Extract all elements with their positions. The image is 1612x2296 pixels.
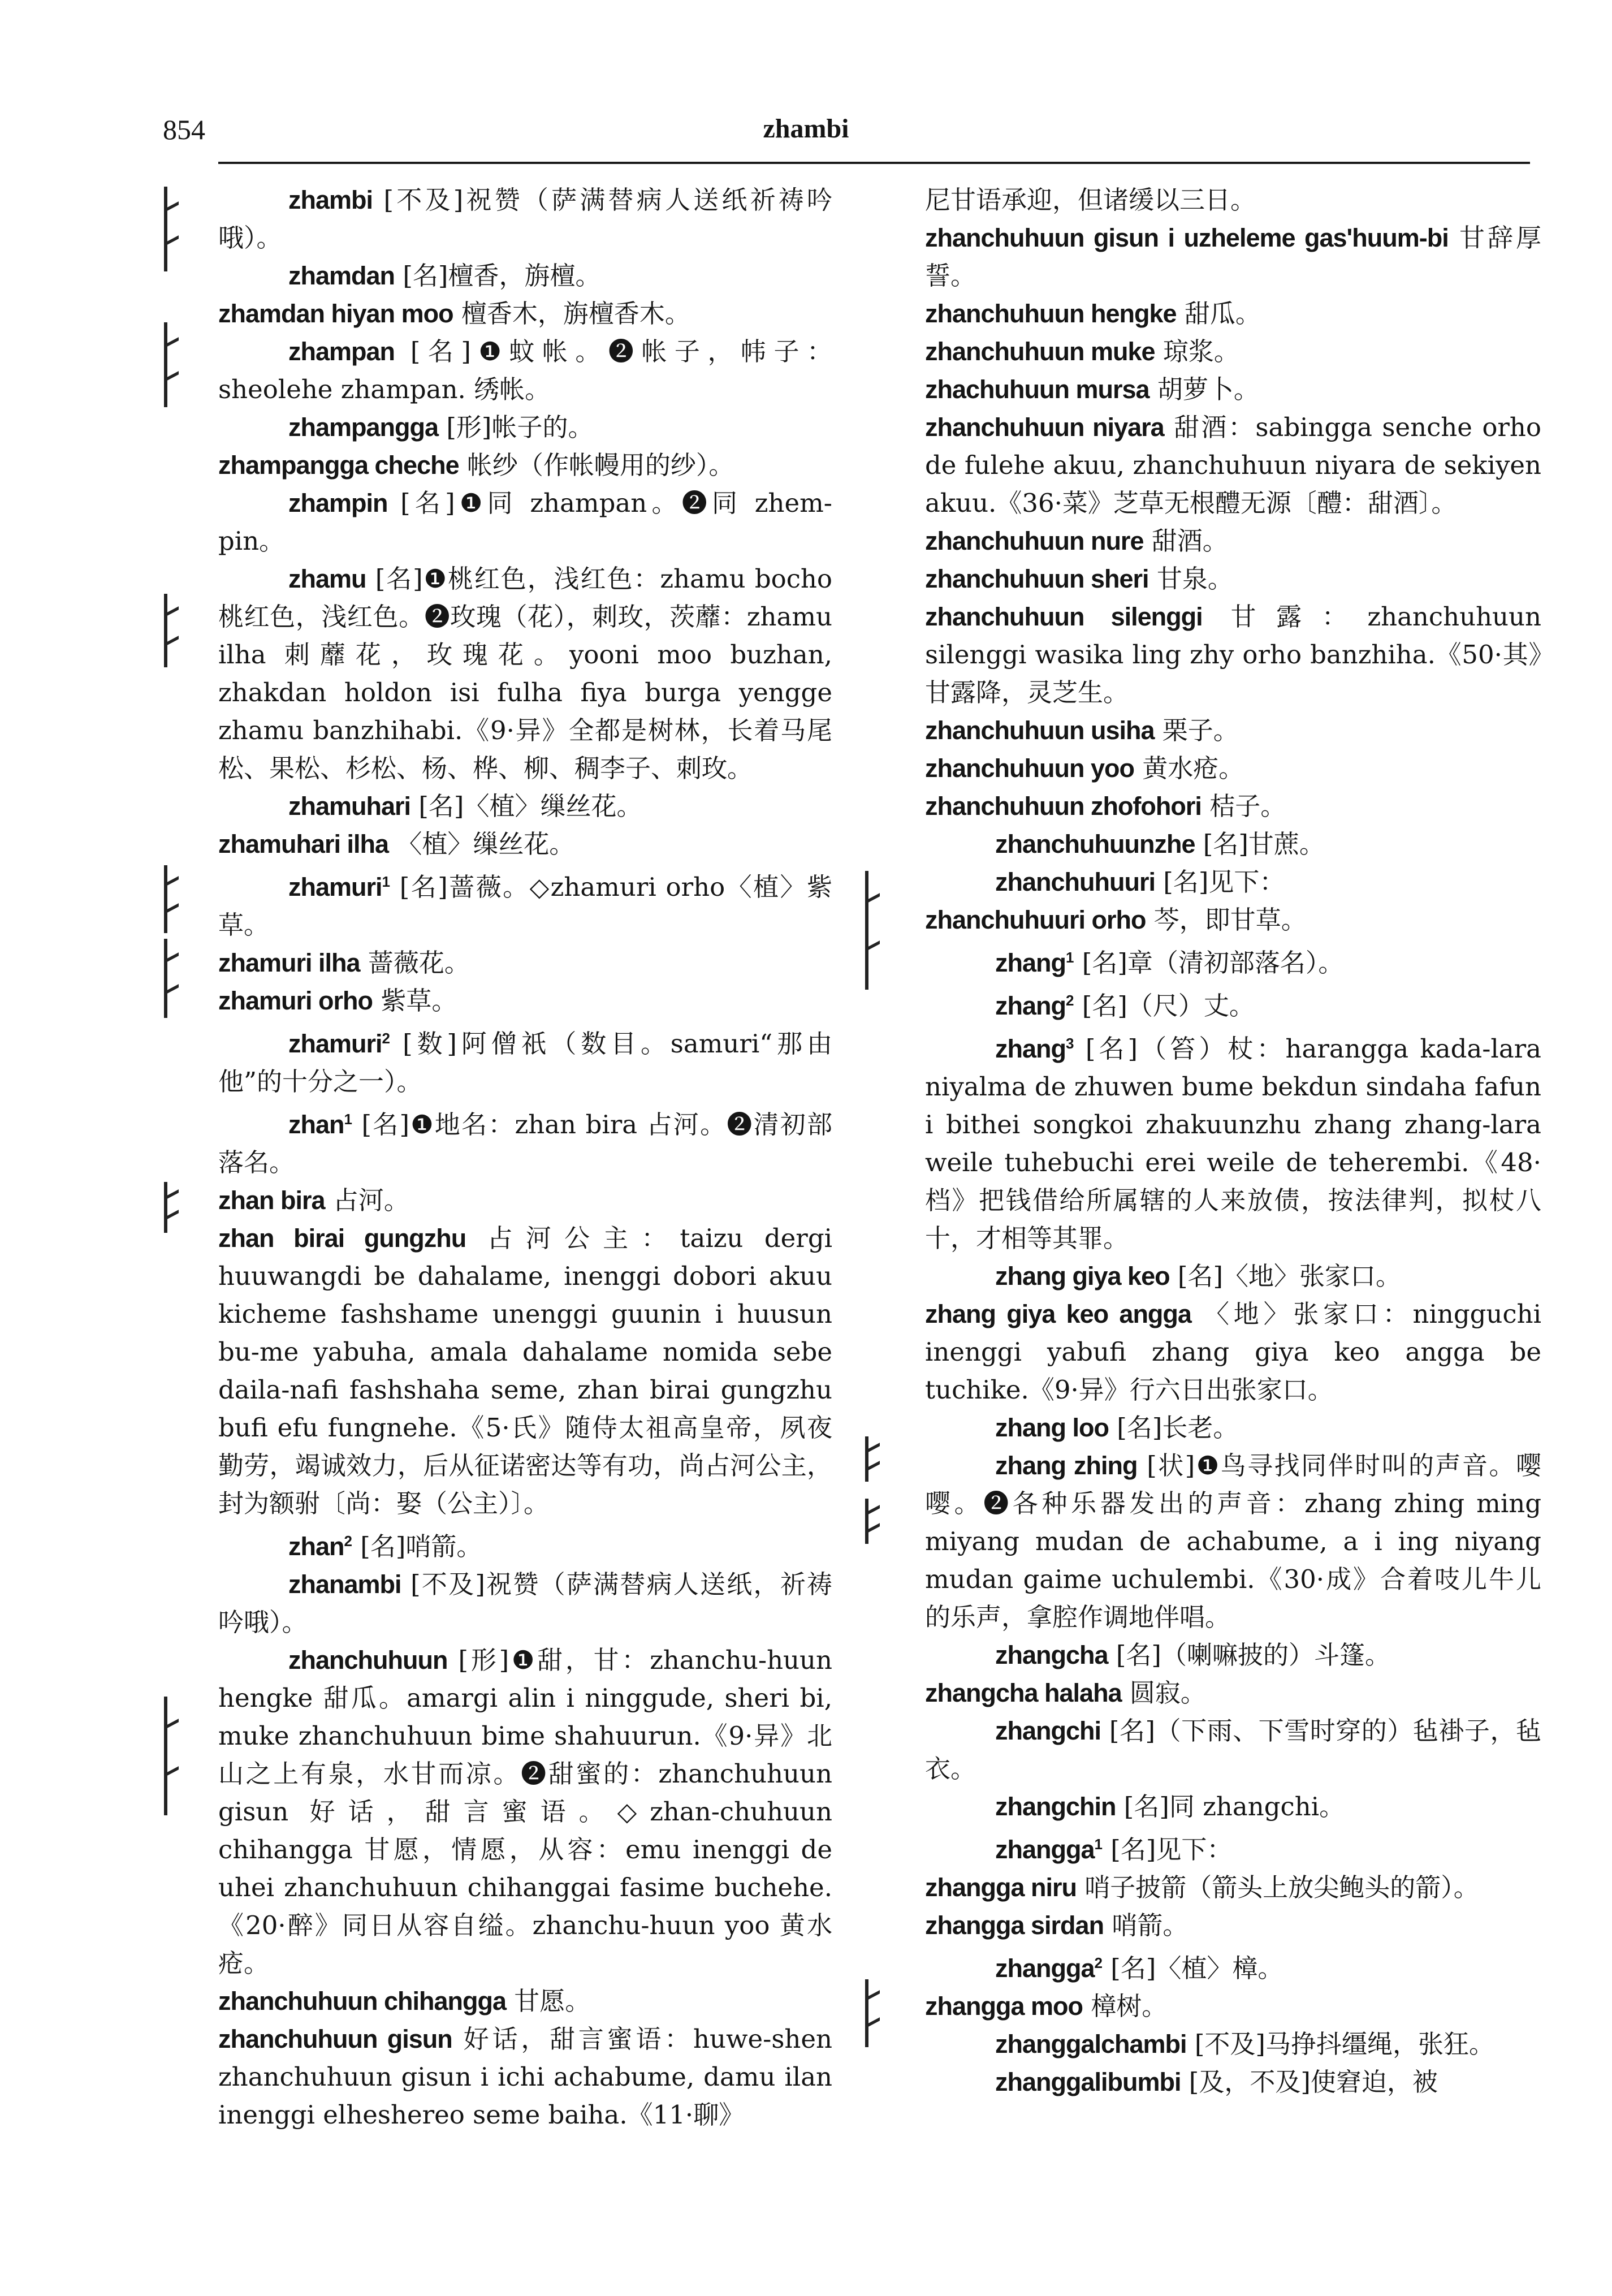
dictionary-entry xyxy=(925,408,1541,522)
entry-definition: [形]❶甜，甘：zhanchu-huun hengke 甜瓜。amargi alin i ninggude, sheri bi, muke zhanchuhuun bime shahuurun.《9·异》北山之上有泉，水甘而凉。❷甜蜜的：zhanchuhuun gisun 好话，甜言蜜语。◇zhan-chuhuun chihangga 甘愿，情愿，从容：emu inenggi de uhei zhanchuhuun chihanggai fasime buchehe.《20·醉》同日从容自缢。zhanchu-huun yoo 黄水疮。 xyxy=(218,1645,832,1978)
entry-headword: zhang xyxy=(995,948,1066,977)
entry-headword: zhanchuhuun chihangga xyxy=(218,1987,506,2016)
entry-definition: [名]同 zhangchi。 xyxy=(1116,1792,1345,1822)
manchu-script-icon xyxy=(164,1182,187,1233)
entry-headword: zhanchuhuun usiha xyxy=(925,716,1155,745)
entry-headword: zhanchuhuun zhofohori xyxy=(925,792,1202,821)
homonym-number: 3 xyxy=(1066,1035,1074,1052)
entry-definition: 甘露：zhanchuhuun silenggi wasika ling zhy orho banzhiha.《50·其》甘露降，灵芝生。 xyxy=(925,602,1541,707)
entry-headword: zhangchi xyxy=(995,1716,1101,1745)
entry-definition: [名]甘蔗。 xyxy=(1195,829,1325,859)
entry-definition: 檀香木，旃檀香木。 xyxy=(453,299,690,329)
entry-definition: 〈地〉张家口：ningguchi inenggi yabufi zhang giya keo angga be tuchike.《9·异》行六日出张家口。 xyxy=(925,1299,1541,1405)
homonym-number: 2 xyxy=(344,1533,352,1550)
homonym-number: 2 xyxy=(1094,1954,1103,1971)
entry-definition: 帐纱（作帐幔用的纱）。 xyxy=(459,450,734,480)
entry-headword: zhanchuhuunzhe xyxy=(995,830,1195,858)
entry-definition: [名]❶地名：zhan bira 占河。❷清初部落名。 xyxy=(218,1110,832,1177)
manchu-script-icon xyxy=(865,871,888,990)
entry-headword: zhampin xyxy=(288,489,388,517)
dictionary-entry xyxy=(218,787,832,825)
entry-definition: 甜瓜。 xyxy=(1176,299,1261,329)
entry-definition: [名]（下雨、下雪时穿的）毡褂子，毡衣。 xyxy=(925,1716,1541,1784)
entry-headword: zhanchuhuun yoo xyxy=(925,754,1134,783)
entry-headword: zhachuhuun mursa xyxy=(925,375,1149,404)
entry-definition: 占河公主：taizu dergi huuwangdi be dahalame, inenggi dobori akuu kicheme fashshame unenggi guunin i huusun bu-me yabuha, amala dahalame nomida sebe daila-nafi fashshaha seme, zhan birai gungzhu bufi efu fungnehe.《5·氏》随侍太祖高皇帝，夙夜勤劳，竭诚效力，后从征诺密达等有功，尚占河公主，封为额驸〔尚：娶（公主）〕。 xyxy=(218,1223,833,1518)
dictionary-entry xyxy=(925,1447,1541,1636)
entry-definition: 桔子。 xyxy=(1201,791,1286,821)
entry-definition: 黄水疮。 xyxy=(1134,753,1244,783)
dictionary-entry xyxy=(925,825,1541,863)
entry-headword: zhangga xyxy=(995,1835,1095,1864)
dictionary-entry xyxy=(925,1025,1541,1257)
entry-definition: [不及]祝赞（萨满替病人送纸，祈祷吟哦）。 xyxy=(218,1569,832,1637)
dictionary-entry xyxy=(925,982,1541,1025)
entry-headword: zhanggalibumbi xyxy=(995,2068,1181,2096)
dictionary-entry xyxy=(925,333,1541,370)
entry-definition: 芩，即甘草。 xyxy=(1146,905,1307,935)
dictionary-entry xyxy=(925,560,1541,598)
entry-headword: zhamdan xyxy=(288,261,395,290)
entry-headword: zhang loo xyxy=(995,1413,1109,1442)
homonym-number: 1 xyxy=(1094,1836,1103,1853)
entry-definition: 甜酒。 xyxy=(1143,526,1228,556)
entry-headword: zhang giya keo angga xyxy=(925,1300,1191,1328)
manchu-script-icon xyxy=(164,1697,187,1815)
entry-headword: zhamuhari xyxy=(288,792,411,821)
entry-definition: 好话，甜言蜜语：huwe-shen zhanchuhuun gisun i ichi achabume, damu ilan inenggi elheshereo seme baiha.《11·聊》 xyxy=(218,2024,833,2130)
entry-definition: [不及]祝赞（萨满替病人送纸祈祷吟哦）。 xyxy=(218,185,832,253)
entry-headword: zhangga xyxy=(995,1954,1095,1983)
entry-definition: [名]〈地〉张家口。 xyxy=(1169,1261,1402,1291)
homonym-number: 2 xyxy=(382,1030,390,1047)
entry-headword: zhangga sirdan xyxy=(925,1911,1104,1940)
entry-definition: 甘愿。 xyxy=(505,1986,591,2016)
entry-headword: zhamdan hiyan moo xyxy=(218,299,453,328)
entry-headword: zhan bira xyxy=(218,1186,325,1215)
manchu-script-icon xyxy=(164,322,187,407)
entry-headword: zhamuhari ilha xyxy=(218,830,389,858)
entry-definition: 甘辞厚誓。 xyxy=(925,223,1541,291)
entry-definition: [名]❶蚊帐。❷帐子，帏子：sheolehe zhampan. 绣帐。 xyxy=(218,336,832,404)
entry-headword: zhanchuhuuri xyxy=(995,868,1155,896)
header-rule xyxy=(218,162,1530,164)
entry-headword: zhampangga xyxy=(288,413,439,442)
page-header xyxy=(0,0,1612,170)
entry-definition: [名]哨箭。 xyxy=(352,1531,482,1561)
dictionary-entry xyxy=(925,1944,1541,1987)
manchu-script-icon xyxy=(164,187,187,271)
entry-headword: zhamuri xyxy=(288,1029,382,1058)
entry-definition: [名]蔷薇。◇zhamuri orho〈植〉紫草。 xyxy=(218,872,832,940)
entry-headword: zhanchuhuun hengke xyxy=(925,299,1177,328)
dictionary-entry xyxy=(925,901,1541,939)
homonym-number: 1 xyxy=(1066,949,1074,966)
dictionary-entry xyxy=(218,1641,832,1982)
dictionary-entry xyxy=(218,295,832,333)
running-head: zhambi xyxy=(763,114,849,144)
dictionary-entry xyxy=(925,787,1541,825)
entry-headword: zhamuri xyxy=(288,873,382,901)
entry-definition: 紫草。 xyxy=(373,986,457,1016)
dictionary-entry xyxy=(925,181,1541,219)
entry-definition: [名]见下： xyxy=(1155,867,1285,897)
entry-definition: 栗子。 xyxy=(1154,715,1239,745)
entry-definition: [名]〈植〉缫丝花。 xyxy=(410,791,642,821)
entry-headword: zhan birai gungzhu xyxy=(218,1224,466,1253)
entry-headword: zhanchuhuuri orho xyxy=(925,905,1146,934)
entry-definition: 尼甘语承迎，但诸缓以三日。 xyxy=(925,185,1256,215)
entry-definition: 哨子披箭（箭头上放尖鲍头的箭）。 xyxy=(1077,1872,1479,1902)
manchu-script-icon xyxy=(164,594,187,667)
dictionary-entry xyxy=(218,333,832,408)
entry-definition: 胡萝卜。 xyxy=(1149,374,1259,404)
entry-definition: 蔷薇花。 xyxy=(360,948,470,978)
entry-definition: [及，不及]使窘迫，被 xyxy=(1181,2067,1438,2097)
entry-headword: zhampan xyxy=(288,337,395,366)
entry-definition: [数]阿僧祇（数目。samuri“那由他”的十分之一）。 xyxy=(218,1029,832,1097)
entry-headword: zhangcha halaha xyxy=(925,1678,1122,1707)
entry-definition: 琼浆。 xyxy=(1155,336,1239,366)
entry-headword: zhang xyxy=(995,991,1066,1020)
entry-headword: zhangga moo xyxy=(925,1992,1083,2021)
dictionary-entry xyxy=(925,1906,1541,1944)
dictionary-entry xyxy=(218,825,832,863)
dictionary-entry xyxy=(925,749,1541,787)
entry-headword: zhang zhing xyxy=(995,1451,1138,1480)
entry-headword: zhampangga cheche xyxy=(218,451,459,480)
entry-headword: zhanchuhuun sheri xyxy=(925,564,1149,593)
dictionary-entry xyxy=(925,1636,1541,1674)
manchu-script-icon xyxy=(164,939,187,1018)
entry-headword: zhan xyxy=(288,1532,344,1561)
dictionary-entry xyxy=(218,484,832,560)
manchu-script-icon xyxy=(865,1436,888,1482)
entry-headword: zhanchuhuun xyxy=(288,1646,448,1674)
entry-definition: [形]帐子的。 xyxy=(438,412,594,442)
entry-headword: zhanchuhuun niyara xyxy=(925,413,1164,442)
entry-headword: zhangga niru xyxy=(925,1873,1077,1902)
entry-definition: [名]长老。 xyxy=(1108,1413,1239,1443)
dictionary-entry xyxy=(218,1181,832,1219)
dictionary-entry xyxy=(925,1295,1541,1409)
entry-headword: zhanambi xyxy=(288,1570,401,1599)
entry-definition: [名]❶桃红色，浅红色：zhamu bocho 桃红色，浅红色。❷玫瑰（花），刺玫，茨蘼：zhamu ilha 刺蘼花，玫瑰花。yooni moo buzhan, zhakdan holdon isi fulha fiya burga yengge zhamu banzhihabi.《9·异》全都是树林，长着马尾松、果松、杉松、杨、桦、柳、稠李子、刺玫。 xyxy=(218,564,832,783)
dictionary-entry xyxy=(925,219,1541,295)
entry-definition: 占河。 xyxy=(325,1185,409,1215)
dictionary-entry xyxy=(925,1868,1541,1906)
dictionary-entry xyxy=(925,1987,1541,2025)
entry-definition: [名]（笞）杖：harangga kada-lara niyalma de zhuwen bume bekdun sindaha fafun i bithei songkoi zhakuunzhu zhang zhang-lara weile tuhebuchi erei weile de teherembi.《48·档》把钱借给所属辖的人来放债，按法律判，拟杖八十，才相等其罪。 xyxy=(925,1034,1541,1253)
homonym-number: 2 xyxy=(1066,992,1074,1009)
dictionary-entry xyxy=(925,2025,1541,2063)
manchu-script-icon xyxy=(865,1979,888,2047)
entry-headword: zhangchin xyxy=(995,1792,1116,1821)
entry-definition: 圆寂。 xyxy=(1121,1678,1206,1708)
dictionary-entry xyxy=(218,2020,832,2134)
entry-headword: zhamuri ilha xyxy=(218,948,360,977)
dictionary-entry xyxy=(925,939,1541,982)
entry-definition: [名]❶同 zhampan。❷同 zhem-pin。 xyxy=(218,488,832,556)
entry-definition: 〈植〉缫丝花。 xyxy=(388,829,575,859)
entry-headword: zhanchuhuun gisun xyxy=(218,2025,452,2053)
dictionary-entry xyxy=(925,370,1541,408)
dictionary-entry xyxy=(218,408,832,446)
entry-headword: zhamu xyxy=(288,564,366,593)
dictionary-entry xyxy=(218,863,832,944)
dictionary-entry xyxy=(218,560,832,787)
dictionary-entry xyxy=(925,1409,1541,1447)
left-column xyxy=(218,181,832,2134)
dictionary-entry xyxy=(925,1257,1541,1295)
entry-definition: [名]见下： xyxy=(1102,1835,1233,1865)
entry-definition: [不及]马挣抖缰绳，张狂。 xyxy=(1186,2029,1494,2059)
dictionary-entry xyxy=(218,944,832,982)
dictionary-entry xyxy=(218,446,832,484)
dictionary-entry xyxy=(218,1100,832,1181)
entry-headword: zhanchuhuun muke xyxy=(925,337,1155,366)
dictionary-entry xyxy=(925,711,1541,749)
entry-definition: 樟树。 xyxy=(1083,1991,1168,2021)
entry-definition: [名]章（清初部落名）。 xyxy=(1074,948,1344,978)
right-column xyxy=(925,181,1541,2101)
entry-definition: [名]〈植〉樟。 xyxy=(1102,1953,1283,1983)
dictionary-entry xyxy=(925,1788,1541,1825)
dictionary-entry xyxy=(218,1020,832,1100)
dictionary-entry xyxy=(925,1712,1541,1788)
homonym-number: 1 xyxy=(382,873,390,890)
manchu-script-icon xyxy=(865,1499,888,1544)
entry-headword: zhanggalchambi xyxy=(995,2030,1187,2058)
entry-headword: zhanchuhuun nure xyxy=(925,526,1144,555)
homonym-number: 1 xyxy=(344,1111,352,1128)
dictionary-entry xyxy=(218,1219,832,1522)
entry-definition: [状]❶鸟寻找同伴时叫的声音。嘤嘤。❷各种乐器发出的声音：zhang zhing ming miyang mudan de achabume, a i ing niyang mudan gaime uchulembi.《30·成》合着吱儿牛儿的乐声，拿腔作调地伴唱。 xyxy=(925,1451,1541,1632)
entry-headword: zhang xyxy=(995,1034,1066,1063)
entry-definition: 哨箭。 xyxy=(1104,1910,1189,1940)
entry-headword: zhanchuhuun gisun i uzheleme gas'huum-bi xyxy=(925,223,1449,252)
entry-headword: zhan xyxy=(288,1110,344,1139)
dictionary-entry xyxy=(218,1565,832,1641)
entry-definition: 甜酒：sabingga senche orho de fulehe akuu, zhanchuhuun niyara de sekiyen akuu.《36·菜》芝草无根醴无源〔醴：甜酒〕。 xyxy=(925,412,1541,518)
entry-definition: [名]檀香，旃檀。 xyxy=(395,261,601,291)
manchu-script-icon xyxy=(164,865,187,933)
entry-headword: zhanchuhuun silenggi xyxy=(925,602,1203,631)
entry-headword: zhambi xyxy=(288,185,373,214)
dictionary-entry xyxy=(218,257,832,295)
entry-definition: 甘泉。 xyxy=(1148,564,1233,594)
page-number: 854 xyxy=(163,114,205,145)
dictionary-entry xyxy=(218,1982,832,2020)
dictionary-entry xyxy=(925,1674,1541,1712)
dictionary-entry xyxy=(218,181,832,257)
dictionary-entry xyxy=(925,522,1541,560)
dictionary-entry xyxy=(925,598,1541,711)
dictionary-entry xyxy=(925,863,1541,901)
entry-headword: zhang giya keo xyxy=(995,1262,1170,1291)
dictionary-entry xyxy=(925,1825,1541,1868)
dictionary-entry xyxy=(218,982,832,1020)
entry-headword: zhangcha xyxy=(995,1641,1108,1669)
dictionary-entry xyxy=(925,2063,1541,2101)
entry-definition: [名]（尺）丈。 xyxy=(1074,991,1255,1021)
entry-definition: [名]（喇嘛披的）斗篷。 xyxy=(1108,1640,1390,1670)
dictionary-entry xyxy=(218,1522,832,1565)
entry-headword: zhamuri orho xyxy=(218,986,373,1015)
dictionary-entry xyxy=(925,295,1541,333)
